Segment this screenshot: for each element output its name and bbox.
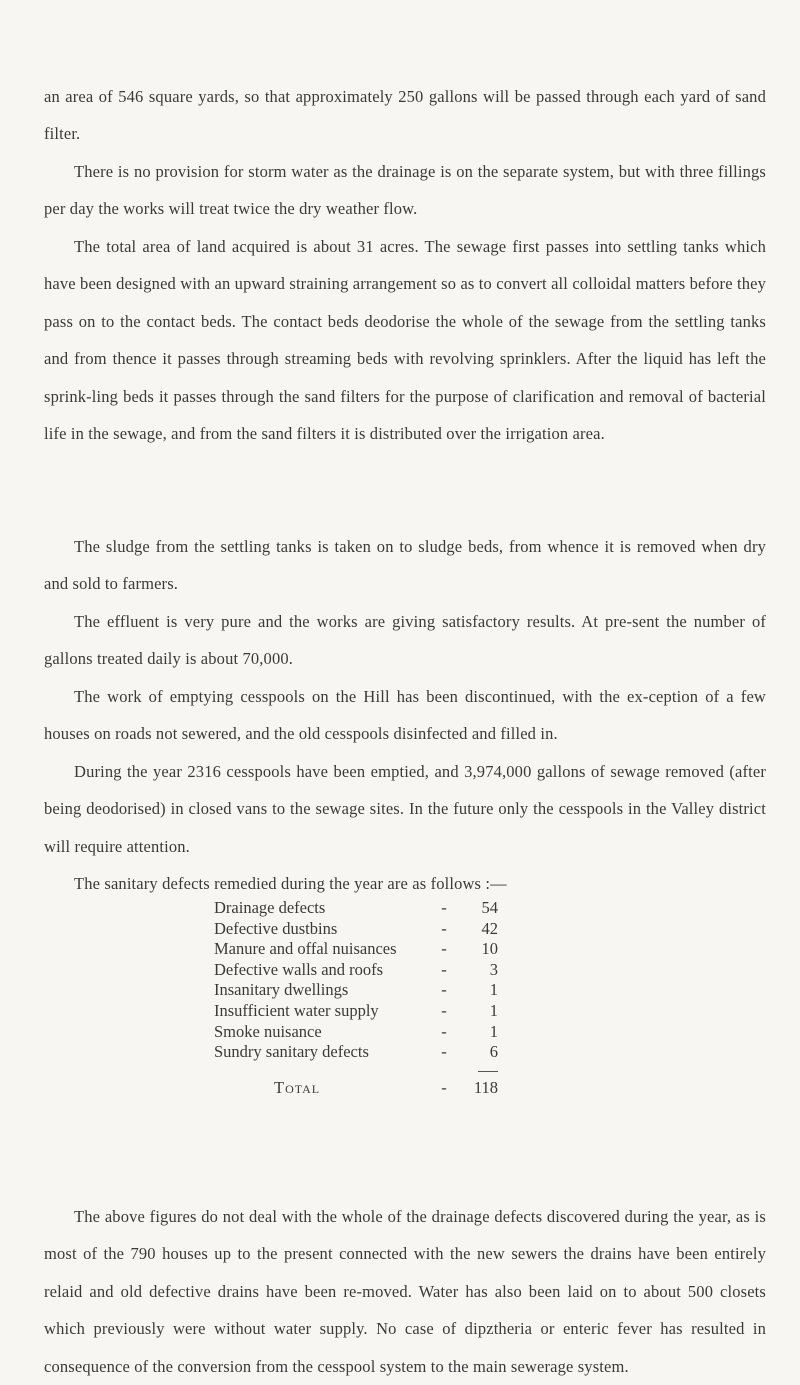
- defect-count: 3: [489, 959, 498, 979]
- paragraph-sanitary-defects-intro: The sanitary defects remedied during the year are as follows :—: [74, 874, 507, 893]
- table-row: [214, 939, 534, 960]
- defect-count: 6: [489, 1042, 498, 1062]
- total-label: Total: [274, 1077, 321, 1097]
- sanitary-defects-table: [214, 898, 534, 1063]
- paragraph-sludge: The sludge from the settling tanks is taken on to sludge beds, from whence it is removed when dry and sold to farmers.: [44, 537, 766, 594]
- total-rule: [478, 1071, 498, 1072]
- defect-label: Defective walls and roofs: [214, 959, 384, 979]
- table-row: [214, 1042, 534, 1063]
- defect-count: 1: [489, 980, 498, 1000]
- paragraph-sand-filter-area: an area of 546 square yards, so that approximately 250 gallons will be passed through each yard of sand filter.: [44, 87, 766, 144]
- paragraph-cesspools-emptied: During the year 2316 cesspools have been emptied, and 3,974,000 gallons of sewage removed (after being deodorised) in closed vans to the sewage sites. In the future only the cesspools in the Valley district will require attention.: [44, 762, 766, 856]
- table-row: [214, 1001, 534, 1022]
- table-row: [214, 960, 534, 981]
- defect-count: 10: [481, 939, 498, 959]
- defect-label: Sundry sanitary defects: [214, 1042, 369, 1062]
- defect-label: Smoke nuisance: [214, 1021, 322, 1041]
- table-row: [214, 919, 534, 940]
- paragraph-drainage-figures: The above figures do not deal with the whole of the drainage defects discovered during the year, as is most of the 790 houses up to the present connected with the new sewers the drains have been entirely relaid and old defective drains have been re-moved. Water has also been laid on to about 500 closets which previously were without water supply. No case of dipztheria or enteric fever has resulted in consequence of the conversion from the cesspool system to the main sewerage system.: [44, 1207, 766, 1376]
- defect-dash: -: [441, 980, 447, 1000]
- total-dash: -: [441, 1077, 447, 1097]
- defect-label: Insufficient water supply: [214, 1000, 379, 1020]
- defect-label: Insanitary dwellings: [214, 980, 349, 1000]
- paragraph-effluent: The effluent is very pure and the works are giving satisfactory results. At pre-sent the number of gallons treated daily is about 70,000.: [44, 612, 766, 669]
- paragraph-storm-water: There is no provision for storm water as the drainage is on the separate system, but with three fillings per day the works will treat twice the dry weather flow.: [44, 162, 766, 219]
- defect-dash: -: [441, 939, 447, 959]
- total-value: 118: [473, 1077, 498, 1097]
- defect-label: Defective dustbins: [214, 918, 338, 938]
- defect-dash: -: [441, 918, 447, 938]
- defect-dash: -: [441, 1021, 447, 1041]
- defect-dash: -: [441, 959, 447, 979]
- defect-dash: -: [441, 1000, 447, 1020]
- defect-count: 1: [489, 1000, 498, 1020]
- table-row: [214, 898, 534, 919]
- paragraph-cesspools-hill: The work of emptying cesspools on the Hill has been discontinued, with the ex-ception of a few houses on roads not sewered, and the old cesspools disinfected and filled in.: [44, 687, 766, 744]
- defect-dash: -: [441, 898, 447, 917]
- paragraph-land-and-treatment: The total area of land acquired is about 31 acres. The sewage first passes into settling tanks which have been designed with an upward straining arrangement so as to convert all colloidal matters before they pass on to the contact beds. The contact beds deodorise the whole of the sewage from the settling tanks and from thence it passes through streaming beds with revolving sprinklers. After the liquid has left the sprink-ling beds it passes through the sand filters for the purpose of clarification and removal of bacterial life in the sewage, and from the sand filters it is distributed over the irrigation area.: [44, 237, 766, 444]
- defect-count: 1: [489, 1021, 498, 1041]
- defect-label: Manure and offal nuisances: [214, 939, 397, 959]
- defect-label: Drainage defects: [214, 898, 326, 917]
- table-row: [214, 1022, 534, 1043]
- defect-count: 54: [481, 898, 498, 917]
- defect-dash: -: [441, 1042, 447, 1062]
- table-total-row: [214, 1077, 534, 1099]
- defect-count: 42: [481, 918, 498, 938]
- table-row: [214, 980, 534, 1001]
